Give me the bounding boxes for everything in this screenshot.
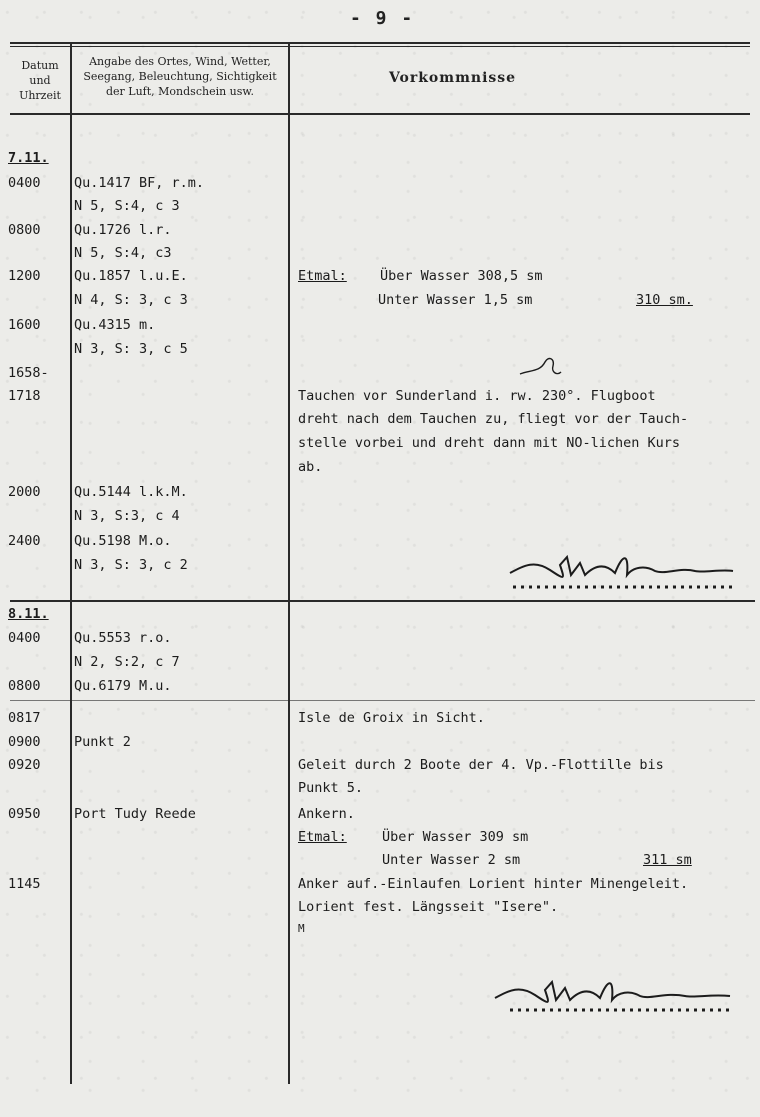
date-entry: 8.11. [8, 606, 49, 622]
event-text: Lorient fest. Längsseit "Isere". [298, 899, 559, 915]
weather-entry: N 3, S: 3, c 5 [74, 341, 188, 357]
etmal-surface: Über Wasser 308,5 sm [380, 268, 543, 284]
time-entry: 2400 [8, 533, 41, 549]
header-angabe-line: Seegang, Beleuchtung, Sichtigkeit [83, 70, 277, 83]
signature-1 [505, 545, 745, 595]
event-text: Tauchen vor Sunderland i. rw. 230°. Flugboot [298, 388, 656, 404]
location-entry: Qu.5553 r.o. [74, 630, 172, 646]
signature-1-stroke [510, 557, 733, 577]
weather-entry: N 3, S: 3, c 2 [74, 557, 188, 573]
header-angabe [74, 54, 286, 99]
weather-entry: N 5, S:4, c 3 [74, 198, 180, 214]
time-entry: 0817 [8, 710, 41, 726]
date-entry: 7.11. [8, 150, 49, 166]
location-entry: Qu.1726 l.r. [74, 222, 172, 238]
location-entry: Punkt 2 [74, 734, 131, 750]
etmal-submerged: Unter Wasser 1,5 sm [378, 292, 533, 308]
row-separator-rule [10, 700, 755, 701]
etmal-surface: Über Wasser 309 sm [382, 829, 529, 845]
event-text: Punkt 5. [298, 780, 364, 796]
etmal-label: Etmal: [298, 829, 347, 845]
time-entry: 0950 [8, 806, 41, 822]
event-initial: M [298, 922, 305, 935]
pen-mark [515, 352, 565, 382]
header-angabe-line: Angabe des Ortes, Wind, Wetter, [89, 55, 271, 68]
day-separator-rule [10, 600, 755, 602]
event-text: dreht nach dem Tauchen zu, fliegt vor der Tauch- [298, 411, 689, 427]
weather-entry: N 5, S:4, c3 [74, 245, 172, 261]
signature-2 [490, 970, 740, 1020]
location-entry: Qu.6179 M.u. [74, 678, 172, 694]
location-entry: Qu.5144 l.k.M. [74, 484, 188, 500]
page-number: - 9 - [350, 8, 415, 29]
weather-entry: N 4, S: 3, c 3 [74, 292, 188, 308]
event-text: Ankern. [298, 806, 355, 822]
time-entry: 1145 [8, 876, 41, 892]
time-entry: 0400 [8, 630, 41, 646]
event-text: Anker auf.-Einlaufen Lorient hinter Minengeleit. [298, 876, 689, 892]
location-entry: Port Tudy Reede [74, 806, 196, 822]
header-datum-line: Datum [21, 59, 59, 72]
time-entry: 0900 [8, 734, 41, 750]
event-text: ab. [298, 459, 323, 475]
header-vorkommnisse: Vorkommnisse [388, 70, 517, 86]
location-entry: Qu.5198 M.o. [74, 533, 172, 549]
header-datum-line: Uhrzeit [19, 89, 61, 102]
pen-mark-stroke [520, 359, 561, 374]
time-entry: 1718 [8, 388, 41, 404]
time-entry: 1658- [8, 365, 49, 381]
column-divider-right [288, 44, 290, 1084]
column-divider-left [70, 44, 72, 1084]
location-entry: Qu.4315 m. [74, 317, 156, 333]
header-datum [12, 58, 68, 103]
time-entry: 1200 [8, 268, 41, 284]
event-text: Geleit durch 2 Boote der 4. Vp.-Flottille bis [298, 757, 664, 773]
time-entry: 1600 [8, 317, 41, 333]
event-text: Isle de Groix in Sicht. [298, 710, 485, 726]
time-entry: 0800 [8, 222, 41, 238]
time-entry: 0800 [8, 678, 41, 694]
signature-2-stroke [495, 982, 730, 1002]
etmal-total: 310 sm. [636, 292, 693, 308]
top-rule [10, 42, 750, 44]
etmal-submerged: Unter Wasser 2 sm [382, 852, 521, 868]
header-bottom-rule [10, 113, 750, 115]
time-entry: 0400 [8, 175, 41, 191]
time-entry: 2000 [8, 484, 41, 500]
location-entry: Qu.1857 l.u.E. [74, 268, 188, 284]
time-entry: 0920 [8, 757, 41, 773]
header-angabe-line: der Luft, Mondschein usw. [105, 85, 255, 98]
top-rule-thin [10, 46, 750, 47]
weather-entry: N 3, S:3, c 4 [74, 508, 180, 524]
weather-entry: N 2, S:2, c 7 [74, 654, 180, 670]
location-entry: Qu.1417 BF, r.m. [74, 175, 205, 191]
header-datum-line: und [29, 74, 51, 87]
etmal-total: 311 sm [643, 852, 692, 868]
etmal-label: Etmal: [298, 268, 347, 284]
event-text: stelle vorbei und dreht dann mit NO-lichen Kurs [298, 435, 681, 451]
